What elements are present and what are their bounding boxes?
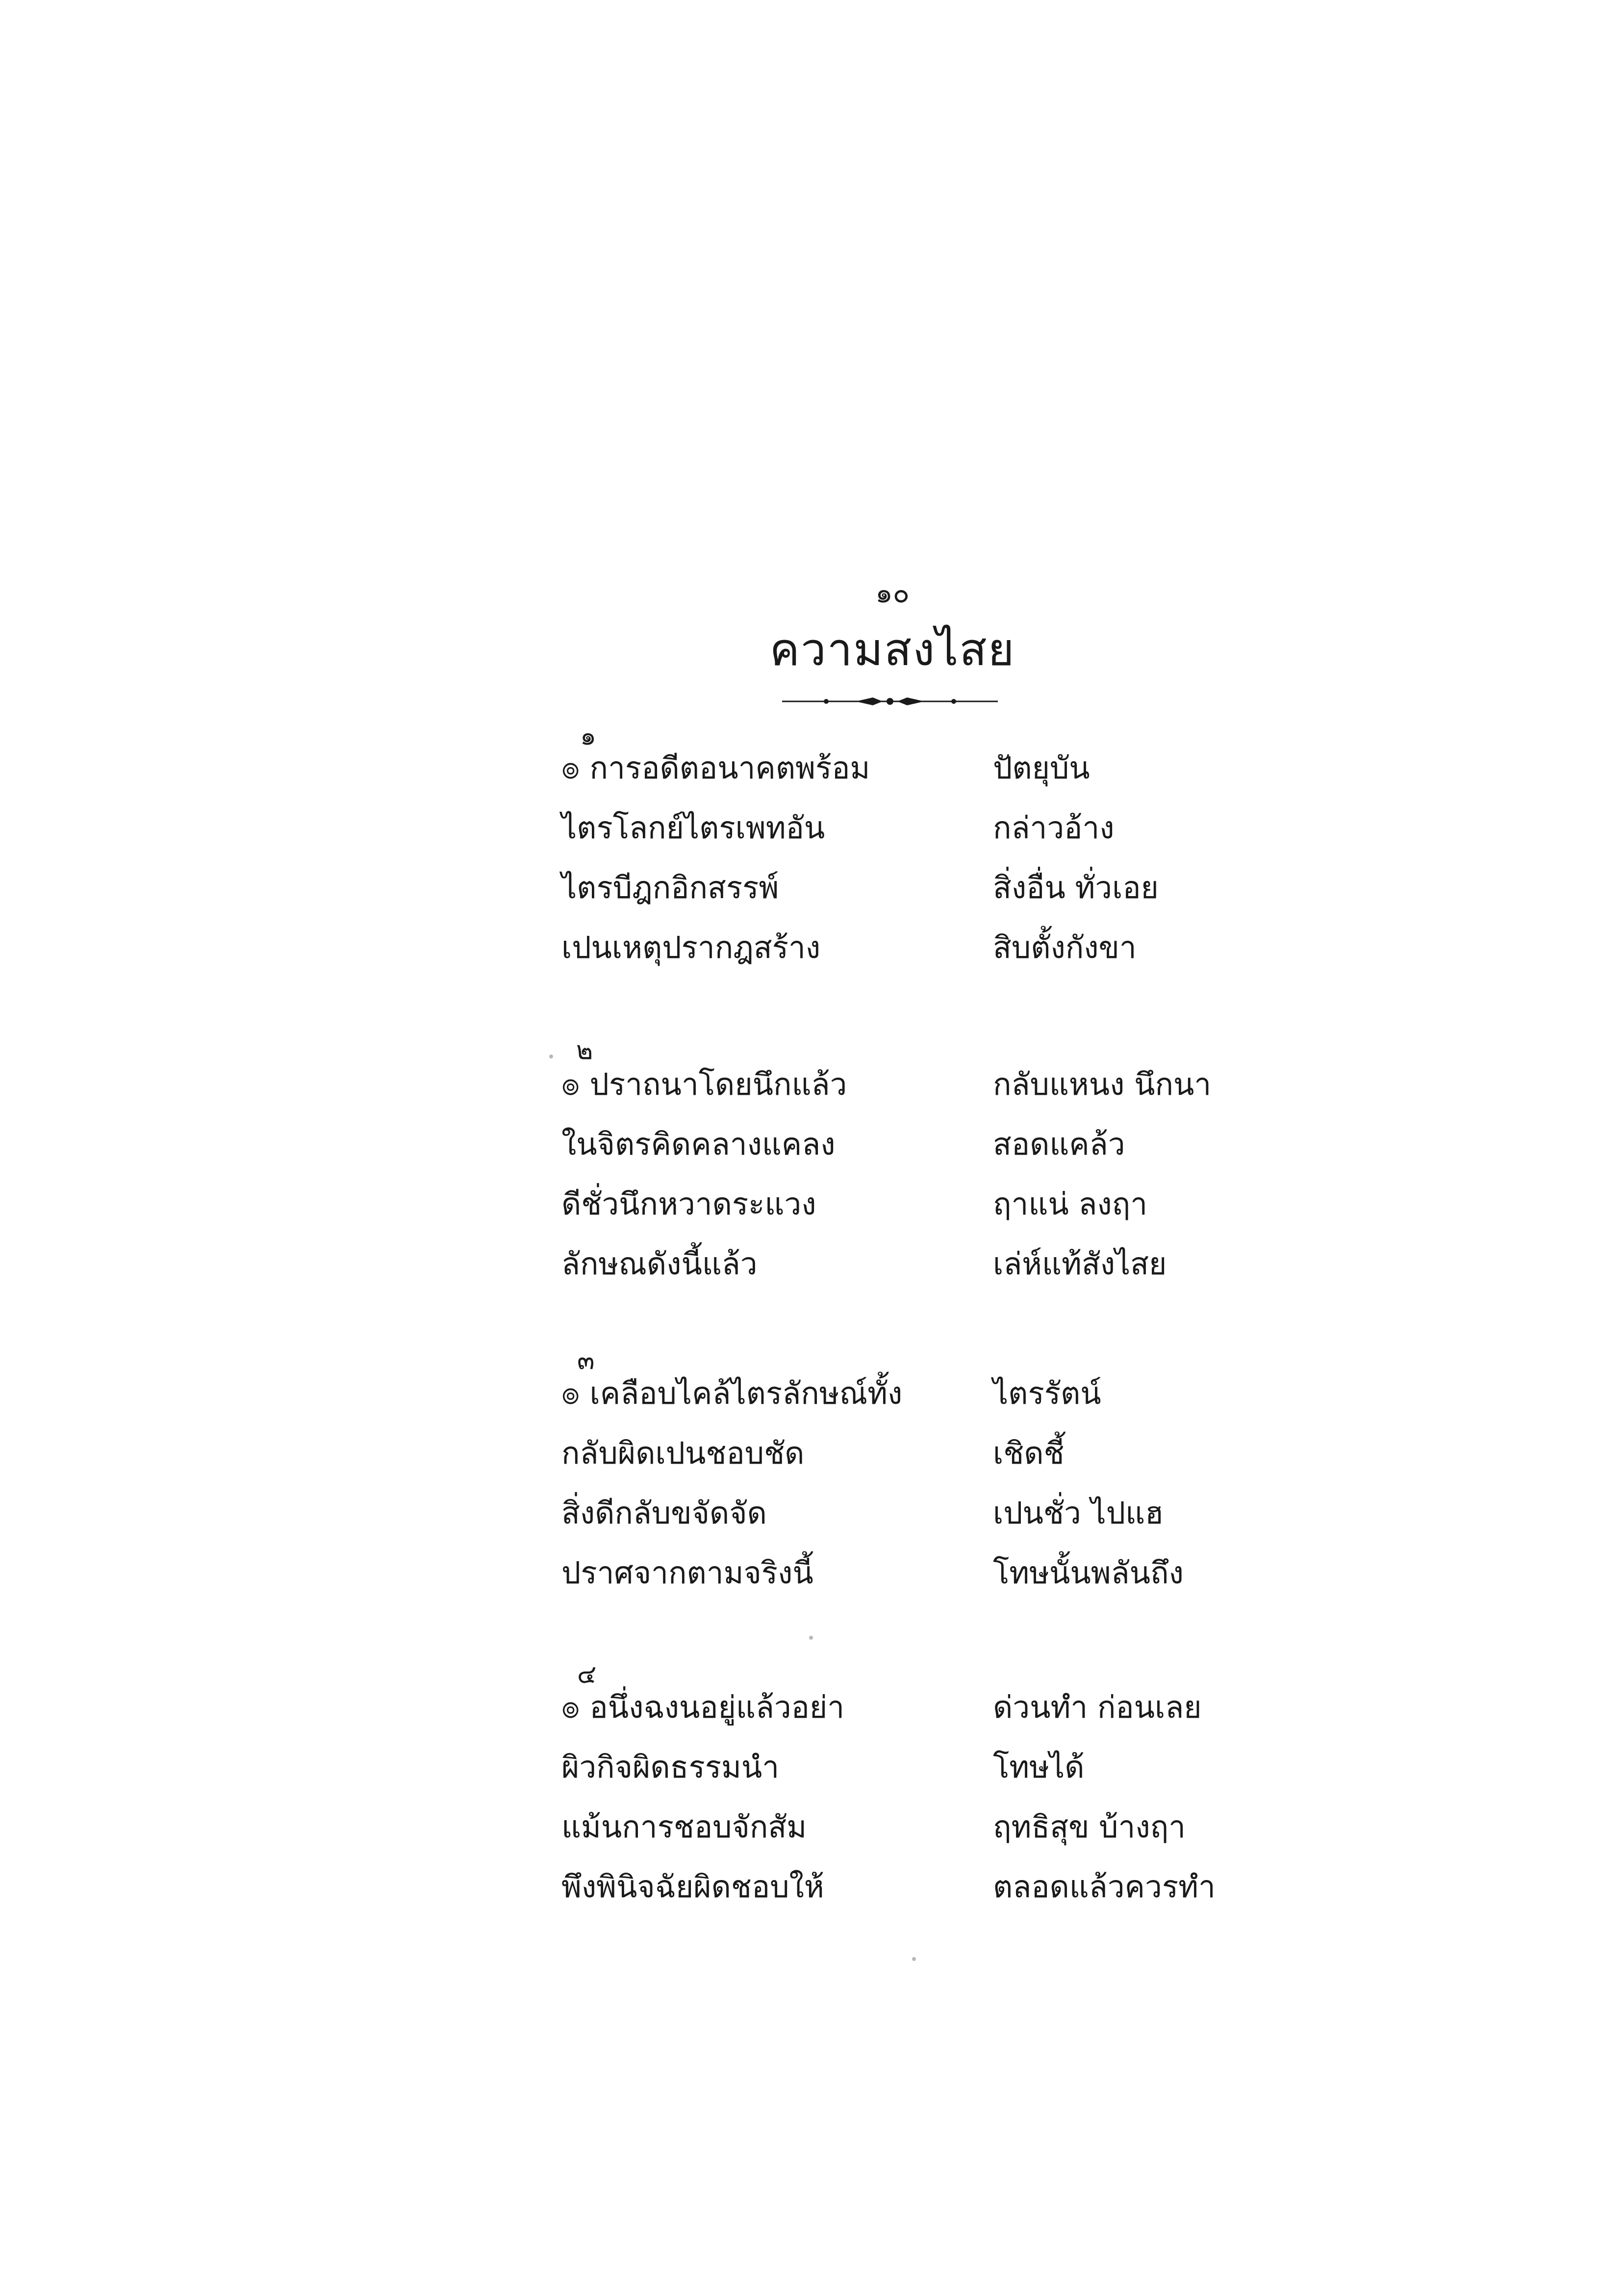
verse-line — [561, 1234, 1248, 1294]
verse-second-half: ด่วนทำ ก่อนเลย — [993, 1689, 1202, 1725]
stanza-number: ๑ — [580, 722, 597, 751]
verse-line — [561, 1036, 1248, 1114]
stanza-2 — [561, 1036, 1248, 1294]
stanza-4 — [561, 1660, 1248, 1917]
verse-line — [561, 1346, 1248, 1423]
verse-first-half: ไตรบีฎกอิกสรรพ์ — [561, 870, 779, 905]
stanza-1 — [561, 722, 1248, 978]
verse-line — [561, 858, 1248, 918]
verse-line — [561, 1543, 1248, 1603]
verse-first-half: สิ่งดีกลับขจัดจัด — [561, 1495, 767, 1531]
verse-first-half: ไตรโลกย์ไตรเพทอัน — [561, 810, 825, 846]
verse-first-half: ผิวกิจผิดธรรมนำ — [561, 1749, 780, 1785]
verse-first-half: ในจิตรคิดคลางแคลง — [561, 1126, 836, 1162]
verse-first-half: กลับผิดเปนชอบชัด — [561, 1435, 805, 1471]
verse-second-half: กล่าวอ้าง — [993, 810, 1115, 846]
verse-first-half: ๏ ปราถนาโดยนึกแล้ว — [561, 1066, 847, 1102]
verse-second-half: เล่ห์แท้สังไสย — [993, 1246, 1167, 1282]
verse-second-half: โทษได้ — [993, 1749, 1085, 1785]
title-ornament — [782, 689, 998, 714]
verse-second-half: สิ่งอื่น ทั่วเอย — [993, 870, 1159, 905]
stanza-number: ๓ — [577, 1346, 595, 1375]
verse-first-half: แม้นการชอบจักสัม — [561, 1809, 807, 1845]
verse-first-half: ปราศจากตามจริงนี้ — [561, 1555, 813, 1591]
verse-line — [561, 1857, 1248, 1917]
verse-first-half: ๏ เคลือบไคล้ไตรลักษณ์ทั้ง — [561, 1375, 903, 1411]
verse-line — [561, 1660, 1248, 1737]
page-number: ๑๐ — [875, 577, 910, 609]
verse-second-half: เปนชั่ว ไปแฮ — [993, 1495, 1164, 1531]
page-title: ความสงไสย — [769, 623, 1015, 676]
verse-line — [561, 1797, 1248, 1857]
verse-first-half: พึงพินิจฉัยผิดชอบให้ — [561, 1869, 824, 1905]
stanza-number: ๔ — [577, 1660, 597, 1689]
verse-first-half: ๏ การอดีตอนาคตพร้อม — [561, 750, 870, 786]
verse-second-half: ฤาแน่ ลงฤา — [993, 1186, 1148, 1222]
scan-speck — [549, 1055, 553, 1058]
verse-second-half: สอดแคล้ว — [993, 1126, 1125, 1162]
scan-speck — [912, 1957, 916, 1961]
verse-line — [561, 798, 1248, 858]
verse-second-half: สิบตั้งกังขา — [993, 929, 1137, 965]
verse-line — [561, 918, 1248, 978]
verse-line — [561, 722, 1248, 798]
verse-second-half: ตลอดแล้วควรทำ — [993, 1869, 1216, 1905]
verse-line — [561, 1737, 1248, 1797]
verse-second-half: กลับแหนง นึกนา — [993, 1066, 1212, 1102]
verse-first-half: เปนเหตุปรากฎสร้าง — [561, 929, 821, 965]
verse-first-half: ดีชั่วนึกหวาดระแวง — [561, 1186, 816, 1222]
verse-second-half: ฤทธิสุข บ้างฤา — [993, 1809, 1186, 1845]
stanza-3 — [561, 1346, 1248, 1603]
verse-line — [561, 1174, 1248, 1234]
verse-second-half: ไตรรัตน์ — [993, 1375, 1101, 1411]
verse-second-half: เชิดชี้ — [993, 1435, 1065, 1471]
stanza-number: ๒ — [576, 1036, 593, 1065]
verse-line — [561, 1423, 1248, 1483]
verse-second-half: โทษนั้นพลันถึง — [993, 1555, 1184, 1591]
verse-first-half: ๏ อนึ่งฉงนอยู่แล้วอย่า — [561, 1689, 845, 1725]
verse-line — [561, 1114, 1248, 1174]
verse-first-half: ลักษณดังนี้แล้ว — [561, 1246, 758, 1282]
verse-second-half: ปัตยุบัน — [993, 750, 1090, 786]
verse-line — [561, 1483, 1248, 1543]
scan-speck — [809, 1636, 813, 1640]
